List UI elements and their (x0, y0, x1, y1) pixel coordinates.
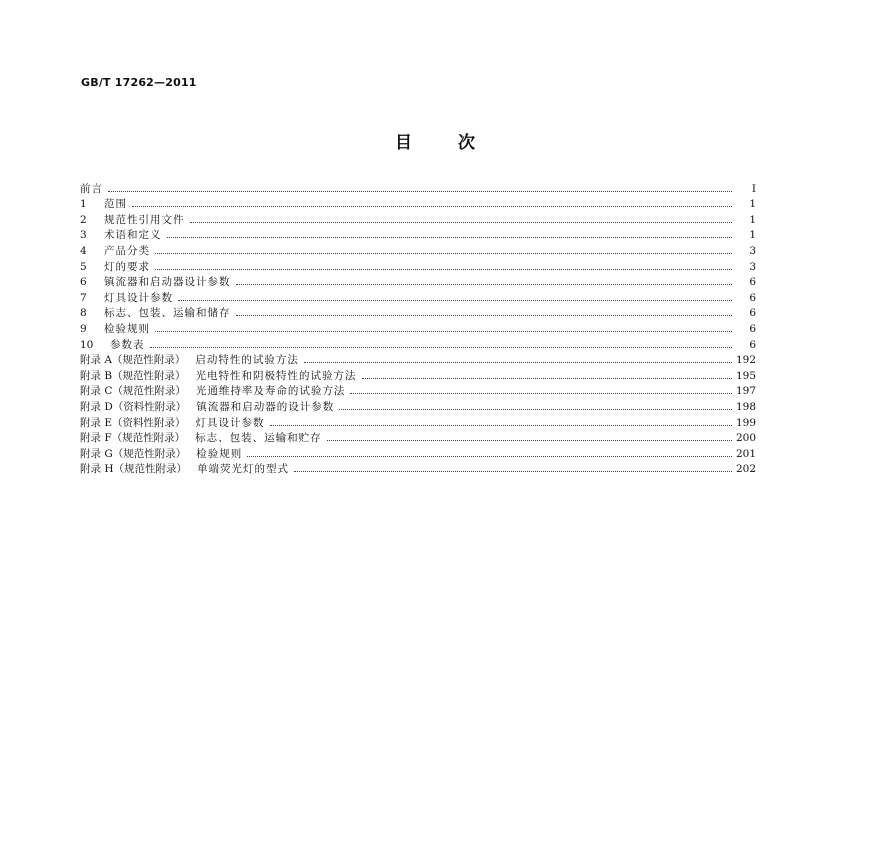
toc-entry-label (80, 431, 325, 445)
toc-appendix-number: 附录 G（规范性附录） (80, 447, 187, 460)
toc-entry-title: 镇流器和启动器设计参数 (104, 276, 231, 289)
toc-dot-leader (270, 424, 732, 426)
toc-entry-label (80, 462, 292, 476)
toc-section-number: 5 (80, 260, 87, 273)
toc-entry-label (80, 197, 130, 211)
toc-entry[interactable] (80, 211, 756, 227)
toc-page-number: 3 (749, 244, 756, 257)
toc-appendix-number: 附录 B（规范性附录） (80, 369, 186, 382)
toc-section-number: 9 (80, 322, 87, 335)
toc-entry-title: 灯具设计参数 (195, 416, 265, 429)
toc-dot-leader (294, 470, 732, 472)
toc-entry-title: 前言 (80, 182, 103, 195)
toc-dot-leader (155, 268, 732, 270)
toc-entry-label (80, 213, 188, 227)
toc-entry-label (80, 369, 360, 383)
toc-entry-label (80, 338, 148, 352)
toc-entry[interactable] (80, 398, 756, 414)
toc-page-number: 6 (749, 276, 756, 289)
toc-entry-label (80, 306, 234, 320)
toc-entry[interactable] (80, 227, 756, 243)
toc-entry-title: 术语和定义 (104, 229, 162, 242)
toc-entry[interactable] (80, 461, 756, 477)
toc-entry-label (80, 353, 302, 367)
toc-entry-title: 标志、包装、运输和贮存 (195, 432, 322, 445)
toc-entry[interactable] (80, 242, 756, 258)
toc-entry-label (80, 260, 153, 274)
toc-dot-leader (339, 408, 732, 410)
toc-dot-leader (167, 236, 733, 238)
toc-entry-title: 光电特性和阴极特性的试验方法 (195, 369, 357, 382)
toc-entry-title: 产品分类 (104, 244, 150, 257)
toc-entry-label (80, 228, 165, 242)
toc-entry[interactable] (80, 445, 756, 461)
toc-page-number: 1 (749, 213, 756, 226)
toc-dot-leader (327, 439, 732, 441)
toc-entry-title: 标志、包装、运输和储存 (104, 307, 231, 320)
toc-page-number: 1 (749, 229, 756, 242)
toc-appendix-number: 附录 A（规范性附录） (80, 354, 186, 367)
toc-dot-leader (108, 190, 732, 192)
toc-section-number: 7 (80, 291, 87, 304)
toc-entry[interactable] (80, 430, 756, 446)
toc-appendix-number: 附录 D（资料性附录） (80, 400, 187, 413)
toc-dot-leader (304, 361, 732, 363)
toc-entry-title: 参数表 (110, 338, 145, 351)
toc-entry-label (80, 400, 337, 414)
page-title: 目次 (395, 133, 521, 153)
toc-page-number: 200 (735, 432, 756, 445)
toc-page-number: 1 (749, 198, 756, 211)
toc-entry-title: 启动特性的试验方法 (195, 354, 299, 367)
toc-page-number: 195 (735, 369, 756, 382)
toc-entry-title: 灯的要求 (104, 260, 150, 273)
toc-entry[interactable] (80, 305, 756, 321)
toc-entry[interactable] (80, 289, 756, 305)
toc-appendix-number: 附录 C（规范性附录） (80, 385, 186, 398)
toc-appendix-number: 附录 F（规范性附录） (80, 432, 186, 445)
toc-dot-leader (155, 330, 732, 332)
toc-entry[interactable] (80, 320, 756, 336)
toc-page-number: 6 (749, 338, 756, 351)
toc-entry-title: 镇流器和启动器的设计参数 (196, 400, 335, 413)
table-of-contents (80, 180, 756, 476)
toc-appendix-number: 附录 E（资料性附录） (80, 416, 186, 429)
toc-section-number: 2 (80, 213, 87, 226)
toc-entry-title: 单端荧光灯的型式 (197, 463, 289, 476)
toc-page-number: 199 (735, 416, 756, 429)
toc-dot-leader (155, 252, 732, 254)
toc-entry-label (80, 275, 234, 289)
toc-section-number: 1 (80, 198, 87, 211)
toc-section-number: 8 (80, 307, 87, 320)
toc-entry[interactable] (80, 414, 756, 430)
toc-page-number: 6 (749, 322, 756, 335)
toc-entry[interactable] (80, 383, 756, 399)
toc-dot-leader (190, 221, 733, 223)
standard-code: GB/T 17262—2011 (81, 76, 197, 89)
toc-page-number: I (751, 182, 756, 195)
toc-page-number: 197 (735, 385, 756, 398)
toc-section-number: 4 (80, 244, 87, 257)
toc-page-number: 192 (735, 354, 756, 367)
toc-entry-label (80, 182, 106, 196)
toc-entry-title: 灯具设计参数 (104, 291, 173, 304)
toc-entry-label (80, 244, 153, 258)
toc-entry-label (80, 447, 245, 461)
toc-page-number: 3 (749, 260, 756, 273)
toc-page-number: 202 (735, 463, 756, 476)
toc-entry-title: 范围 (104, 198, 127, 211)
toc-appendix-number: 附录 H（规范性附录） (80, 463, 187, 476)
toc-dot-leader (247, 455, 732, 457)
toc-dot-leader (350, 392, 732, 394)
toc-entry[interactable] (80, 180, 756, 196)
toc-dot-leader (132, 205, 732, 207)
toc-section-number: 10 (80, 338, 94, 351)
toc-entry-title: 检验规则 (104, 322, 150, 335)
toc-entry-label (80, 322, 153, 336)
toc-entry[interactable] (80, 196, 756, 212)
toc-entry[interactable] (80, 258, 756, 274)
toc-entry[interactable] (80, 352, 756, 368)
toc-section-number: 3 (80, 229, 87, 242)
toc-entry[interactable] (80, 274, 756, 290)
toc-entry[interactable] (80, 367, 756, 383)
toc-entry-title: 规范性引用文件 (104, 213, 185, 226)
toc-dot-leader (362, 377, 732, 379)
toc-entry-label (80, 291, 176, 305)
toc-section-number: 6 (80, 276, 87, 289)
toc-entry[interactable] (80, 336, 756, 352)
toc-dot-leader (236, 314, 733, 316)
toc-page-number: 198 (735, 400, 756, 413)
toc-dot-leader (178, 299, 732, 301)
toc-dot-leader (236, 283, 733, 285)
toc-entry-label (80, 416, 268, 430)
toc-entry-title: 光通维持率及寿命的试验方法 (195, 385, 346, 398)
toc-page-number: 201 (735, 447, 756, 460)
toc-dot-leader (150, 346, 733, 348)
toc-entry-title: 检验规则 (196, 447, 243, 460)
toc-page-number: 6 (749, 291, 756, 304)
toc-entry-label (80, 384, 348, 398)
toc-page-number: 6 (749, 307, 756, 320)
